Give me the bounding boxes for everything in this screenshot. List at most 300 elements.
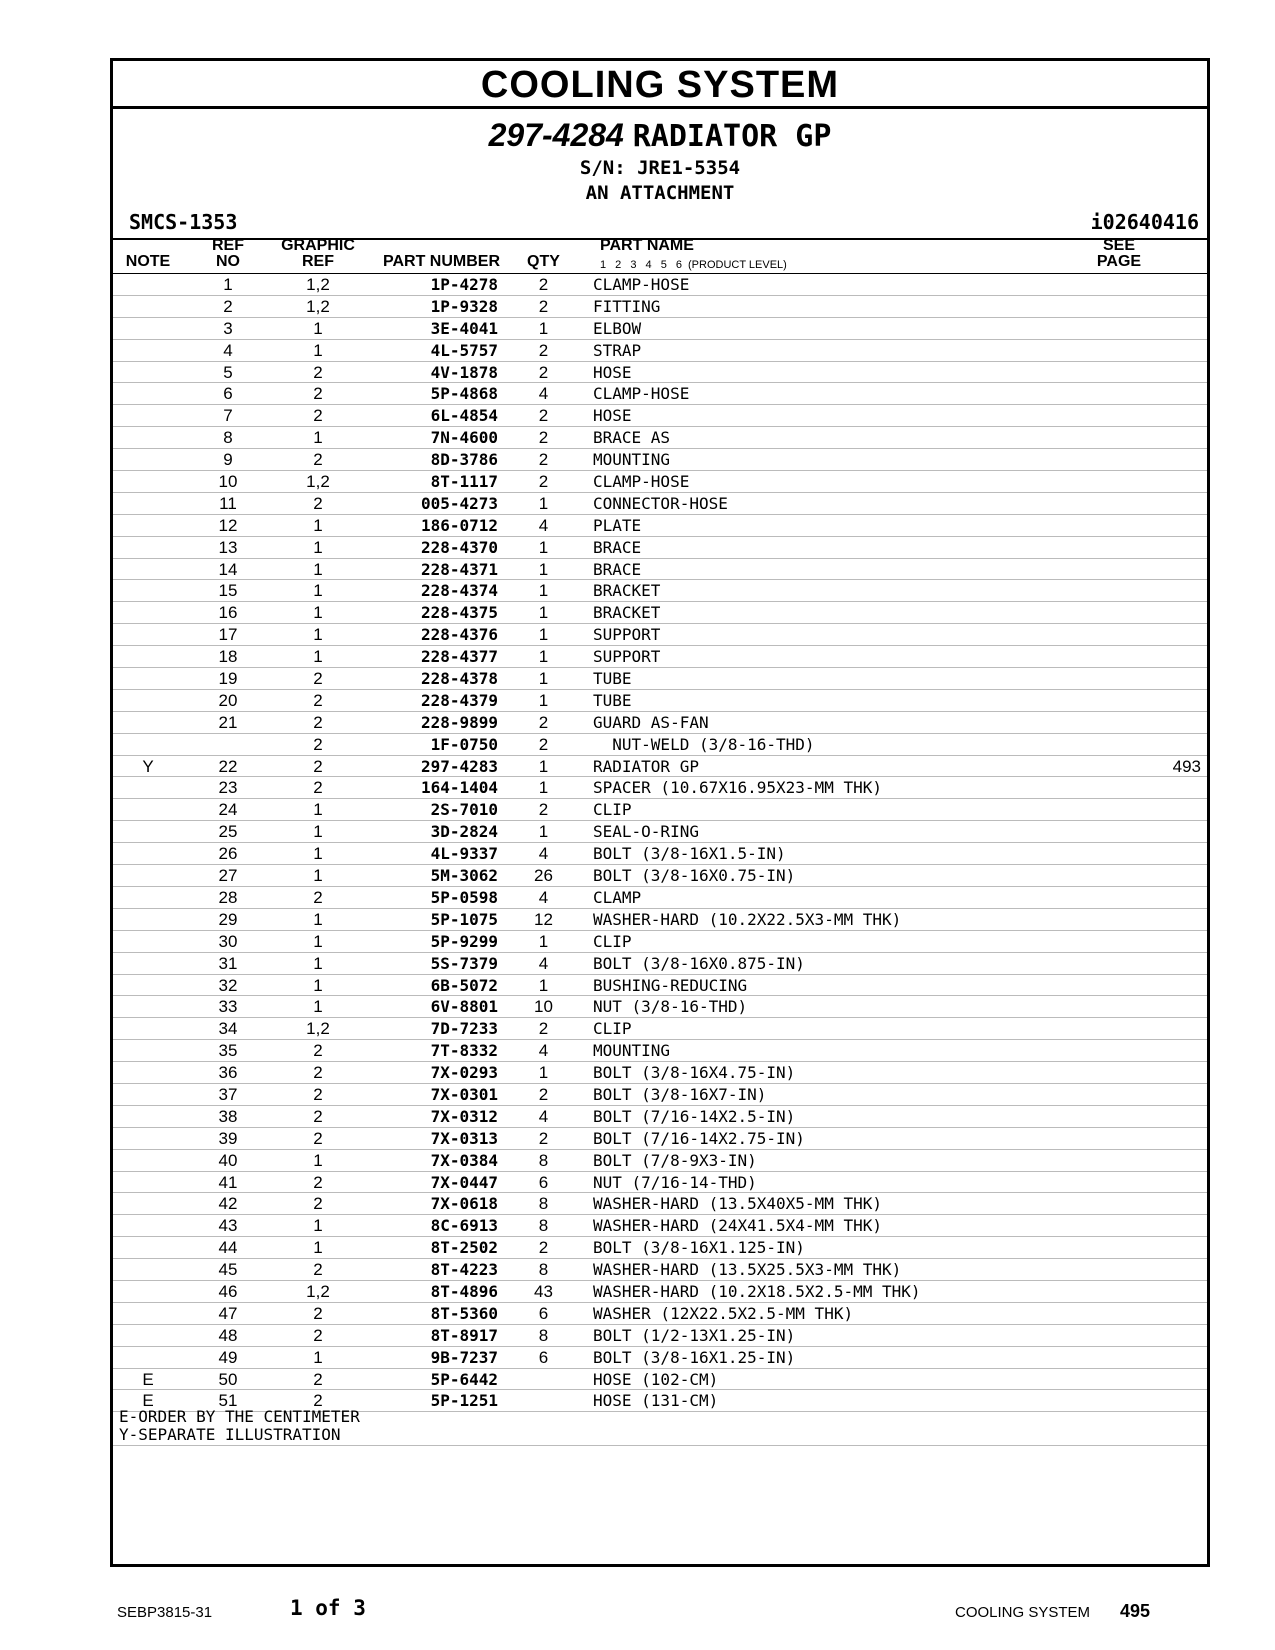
row-graphic-ref: 1	[313, 603, 323, 623]
row-graphic-ref: 2	[313, 1106, 323, 1126]
row-graphic-ref: 1	[313, 515, 323, 535]
table-row	[113, 1215, 1207, 1237]
row-qty: 1	[538, 559, 549, 579]
row-ref-no: 16	[218, 603, 238, 623]
row-part-number: 164-1404	[420, 778, 498, 798]
row-part-name: BRACKET	[593, 603, 661, 623]
row-part-name: SUPPORT	[593, 625, 661, 645]
group-title	[113, 116, 1207, 156]
row-graphic-ref: 1	[313, 1347, 323, 1367]
row-ref-no: 51	[218, 1391, 238, 1411]
row-note: Y	[142, 756, 154, 776]
row-part-name: BOLT (3/8-16X1.25-IN)	[593, 1347, 796, 1367]
row-part-number: 8C-6913	[430, 1216, 498, 1236]
row-part-name: MOUNTING	[593, 450, 671, 470]
col-header-see-bottom: PAGE	[1096, 253, 1142, 270]
row-graphic-ref: 2	[313, 1391, 323, 1411]
table-row	[113, 449, 1207, 471]
row-qty: 1	[538, 318, 549, 338]
document-id: i02640416	[1090, 210, 1199, 234]
row-ref-no: 44	[218, 1238, 238, 1258]
row-qty: 1	[538, 625, 549, 645]
row-qty: 2	[538, 296, 549, 316]
row-qty: 2	[538, 712, 549, 732]
serial-number: S/N: JRE1-5354	[579, 157, 741, 179]
row-graphic-ref: 1	[313, 559, 323, 579]
row-part-number: 7X-0618	[430, 1194, 498, 1214]
row-qty: 1	[538, 778, 549, 798]
row-qty: 1	[538, 822, 549, 842]
row-graphic-ref: 2	[313, 712, 323, 732]
row-part-number: 4V-1878	[430, 362, 498, 382]
row-see-page: 493	[1172, 756, 1201, 776]
row-ref-no: 34	[218, 1019, 238, 1039]
table-row	[113, 624, 1207, 646]
row-part-number: 228-4370	[420, 537, 498, 557]
row-part-number: 8T-2502	[430, 1238, 498, 1258]
table-row	[113, 1150, 1207, 1172]
row-part-number: 228-4378	[420, 669, 498, 689]
row-part-name: WASHER-HARD (10.2X18.5X2.5-MM THK)	[593, 1281, 921, 1301]
row-qty: 10	[534, 997, 553, 1017]
row-part-number: 5P-1075	[430, 909, 498, 929]
row-qty: 4	[538, 887, 549, 907]
row-part-name: BOLT (3/8-16X0.875-IN)	[593, 953, 805, 973]
row-ref-no: 18	[218, 647, 238, 667]
row-part-number: 8T-4223	[430, 1260, 498, 1280]
row-part-name: BOLT (7/16-14X2.5-IN)	[593, 1106, 796, 1126]
table-row	[113, 996, 1207, 1018]
row-graphic-ref: 2	[313, 690, 323, 710]
row-part-number: 3E-4041	[430, 318, 498, 338]
row-graphic-ref: 1	[313, 625, 323, 645]
row-ref-no: 28	[218, 887, 238, 907]
row-ref-no: 27	[218, 866, 238, 886]
table-row	[113, 274, 1207, 296]
row-ref-no: 47	[218, 1303, 238, 1323]
row-graphic-ref: 1	[313, 866, 323, 886]
row-ref-no: 38	[218, 1106, 238, 1126]
row-part-number: 228-4371	[420, 559, 498, 579]
table-row	[113, 362, 1207, 384]
section-title: COOLING SYSTEM	[113, 61, 1207, 109]
row-ref-no: 19	[218, 669, 238, 689]
row-graphic-ref: 2	[313, 1325, 323, 1345]
row-ref-no: 43	[218, 1216, 238, 1236]
product-level-label: (PRODUCT LEVEL)	[688, 259, 787, 271]
row-part-name: CLAMP-HOSE	[593, 275, 690, 294]
row-qty: 1	[538, 669, 549, 689]
row-part-name: SUPPORT	[593, 647, 661, 667]
table-row	[113, 1084, 1207, 1106]
product-levels	[600, 259, 787, 271]
row-part-number: 4L-9337	[430, 844, 498, 864]
row-ref-no: 36	[218, 1063, 238, 1083]
row-graphic-ref: 2	[313, 887, 323, 907]
row-part-name: BOLT (7/16-14X2.75-IN)	[593, 1128, 805, 1148]
row-part-name: CONNECTOR-HOSE	[593, 493, 728, 513]
table-row	[113, 318, 1207, 340]
row-part-number: 7D-7233	[430, 1019, 498, 1039]
row-ref-no: 46	[218, 1281, 238, 1301]
col-header-ref-top: REF	[212, 237, 244, 254]
row-part-name: CLAMP-HOSE	[593, 384, 690, 404]
row-qty: 1	[538, 537, 549, 557]
row-part-number: 5M-3062	[430, 866, 498, 886]
row-part-number: 7X-0447	[430, 1172, 498, 1192]
row-part-name: BUSHING-REDUCING	[593, 975, 748, 995]
row-part-name: CLIP	[593, 1019, 632, 1039]
row-part-name: WASHER (12X22.5X2.5-MM THK)	[593, 1303, 854, 1323]
row-part-number: 7X-0312	[430, 1106, 498, 1126]
row-qty: 2	[538, 428, 549, 448]
row-part-number: 8T-5360	[430, 1303, 498, 1323]
row-part-number: 228-4377	[420, 647, 498, 667]
col-header-part-name: PART NAME	[600, 237, 694, 254]
row-ref-no: 31	[218, 953, 238, 973]
row-graphic-ref: 1	[313, 581, 323, 601]
row-graphic-ref: 1	[313, 931, 323, 951]
col-header-graphic-ref	[273, 238, 363, 270]
row-ref-no: 22	[218, 756, 238, 776]
row-part-name: WASHER-HARD (10.2X22.5X3-MM THK)	[593, 909, 902, 929]
row-part-number: 8T-8917	[430, 1325, 498, 1345]
row-graphic-ref: 1	[313, 428, 323, 448]
row-part-number: 1F-0750	[430, 734, 498, 754]
table-row	[113, 383, 1207, 405]
row-graphic-ref: 1	[313, 800, 323, 820]
row-ref-no: 15	[218, 581, 238, 601]
row-graphic-ref: 2	[313, 1194, 323, 1214]
row-part-name: BRACE	[593, 537, 642, 557]
row-part-name: NUT (7/16-14-THD)	[593, 1172, 757, 1192]
table-row	[113, 1369, 1207, 1391]
row-ref-no: 24	[218, 800, 238, 820]
row-part-number: 8T-4896	[430, 1281, 498, 1301]
table-row	[113, 580, 1207, 602]
row-part-name: HOSE	[593, 406, 632, 426]
table-row	[113, 887, 1207, 909]
row-graphic-ref: 1	[313, 822, 323, 842]
row-part-name: CLAMP	[593, 887, 642, 907]
table-row	[113, 1303, 1207, 1325]
row-part-name: BRACE AS	[593, 428, 671, 448]
table-row	[113, 712, 1207, 734]
col-header-ref-bottom: NO	[216, 253, 240, 270]
row-part-number: 297-4283	[420, 756, 498, 776]
table-row	[113, 296, 1207, 318]
row-graphic-ref: 1	[313, 909, 323, 929]
row-graphic-ref: 1	[313, 953, 323, 973]
row-part-name: WASHER-HARD (13.5X40X5-MM THK)	[593, 1194, 882, 1214]
row-part-number: 228-4376	[420, 625, 498, 645]
row-part-name: BOLT (3/8-16X0.75-IN)	[593, 866, 796, 886]
row-ref-no: 48	[218, 1325, 238, 1345]
row-ref-no: 11	[219, 493, 237, 513]
row-ref-no: 39	[218, 1128, 238, 1148]
table-row	[113, 646, 1207, 668]
table-row	[113, 931, 1207, 953]
row-qty: 1	[538, 756, 549, 776]
table-row	[113, 1106, 1207, 1128]
table-row	[113, 405, 1207, 427]
row-qty: 2	[538, 800, 549, 820]
row-graphic-ref: 2	[313, 734, 323, 754]
row-ref-no: 12	[218, 515, 238, 535]
row-qty: 2	[538, 1128, 549, 1148]
row-qty: 1	[538, 647, 549, 667]
row-part-number: 8D-3786	[430, 450, 498, 470]
table-row	[113, 1040, 1207, 1062]
table-row	[113, 1237, 1207, 1259]
product-level-numbers: 1 2 3 4 5 6	[600, 259, 682, 271]
row-graphic-ref: 1,2	[306, 275, 330, 294]
row-ref-no: 10	[218, 472, 238, 492]
row-graphic-ref: 2	[313, 669, 323, 689]
row-graphic-ref: 2	[313, 778, 323, 798]
row-graphic-ref: 2	[313, 493, 323, 513]
row-ref-no: 8	[223, 428, 233, 448]
row-graphic-ref: 1	[313, 647, 323, 667]
row-qty: 6	[538, 1303, 549, 1323]
row-part-name: SEAL-O-RING	[593, 822, 699, 842]
row-ref-no: 5	[223, 362, 233, 382]
footer-page-of: 1 of 3	[290, 1596, 366, 1620]
row-ref-no: 26	[218, 844, 238, 864]
row-ref-no: 21	[218, 712, 238, 732]
row-qty: 1	[538, 493, 549, 513]
table-row	[113, 1281, 1207, 1303]
row-qty: 4	[538, 953, 549, 973]
notes	[119, 1408, 360, 1444]
row-part-number: 5P-9299	[430, 931, 498, 951]
row-qty: 4	[538, 384, 549, 404]
row-part-number: 186-0712	[420, 515, 498, 535]
row-graphic-ref: 2	[313, 1041, 323, 1061]
row-ref-no: 30	[218, 931, 238, 951]
row-part-number: 5S-7379	[430, 953, 498, 973]
row-graphic-ref: 1	[313, 975, 323, 995]
row-ref-no: 49	[218, 1347, 238, 1367]
row-graphic-ref: 1	[313, 537, 323, 557]
row-ref-no: 29	[218, 909, 238, 929]
row-part-name: ELBOW	[593, 318, 642, 338]
row-ref-no: 40	[218, 1150, 238, 1170]
table-row	[113, 1172, 1207, 1194]
row-part-name: CLIP	[593, 800, 632, 820]
row-qty: 2	[538, 340, 549, 360]
col-header-qty: QTY	[527, 253, 560, 270]
row-part-number: 2S-7010	[430, 800, 498, 820]
row-qty: 8	[538, 1260, 549, 1280]
row-part-number: 9B-7237	[430, 1347, 498, 1367]
row-qty: 2	[538, 1019, 549, 1039]
table-row	[113, 843, 1207, 865]
row-part-name: BOLT (3/8-16X1.125-IN)	[593, 1238, 805, 1258]
row-part-name: HOSE (131-CM)	[593, 1391, 719, 1411]
row-part-name: BOLT (1/2-13X1.25-IN)	[593, 1325, 796, 1345]
row-part-number: 7X-0301	[430, 1084, 498, 1104]
table-row	[113, 865, 1207, 887]
row-part-number: 228-9899	[420, 712, 498, 732]
group-name: RADIATOR GP	[632, 119, 832, 154]
table-row	[113, 1128, 1207, 1150]
row-note: E	[142, 1369, 154, 1389]
row-part-number: 7X-0293	[430, 1063, 498, 1083]
group-subtitle: AN ATTACHMENT	[585, 182, 735, 204]
row-ref-no: 37	[218, 1084, 238, 1104]
row-qty: 4	[538, 1106, 549, 1126]
row-graphic-ref: 2	[313, 384, 323, 404]
row-part-name: BOLT (3/8-16X4.75-IN)	[593, 1063, 796, 1083]
row-part-name: BOLT (3/8-16X7-IN)	[593, 1084, 767, 1104]
row-part-number: 228-4374	[420, 581, 498, 601]
row-graphic-ref: 1	[313, 340, 323, 360]
table-row	[113, 690, 1207, 712]
row-part-number: 7X-0313	[430, 1128, 498, 1148]
col-header-see-page	[1089, 238, 1149, 270]
parts-table	[113, 274, 1207, 1412]
row-part-name: SPACER (10.67X16.95X23-MM THK)	[593, 778, 882, 798]
row-part-number: 228-4375	[420, 603, 498, 623]
row-part-name: NUT-WELD (3/8-16-THD)	[593, 734, 815, 754]
row-qty: 2	[538, 734, 549, 754]
row-qty: 1	[538, 690, 549, 710]
row-qty: 2	[538, 1084, 549, 1104]
table-row	[113, 515, 1207, 537]
row-qty: 4	[538, 515, 549, 535]
row-part-name: CLAMP-HOSE	[593, 472, 690, 492]
table-row	[113, 953, 1207, 975]
row-qty: 1	[538, 975, 549, 995]
table-row	[113, 537, 1207, 559]
table-row	[113, 909, 1207, 931]
row-graphic-ref: 1	[313, 318, 323, 338]
row-qty: 1	[538, 603, 549, 623]
row-part-number: 228-4379	[420, 690, 498, 710]
row-graphic-ref: 2	[313, 362, 323, 382]
row-ref-no: 2	[223, 296, 233, 316]
row-part-number: 7T-8332	[430, 1041, 498, 1061]
row-ref-no: 41	[218, 1172, 238, 1192]
row-ref-no: 4	[223, 340, 233, 360]
row-ref-no: 17	[218, 625, 238, 645]
row-qty: 4	[538, 1041, 549, 1061]
row-part-name: HOSE (102-CM)	[593, 1369, 719, 1389]
row-qty: 6	[538, 1172, 549, 1192]
row-ref-no: 9	[223, 450, 233, 470]
row-part-number: 7N-4600	[430, 428, 498, 448]
row-part-name: RADIATOR GP	[593, 756, 699, 776]
row-ref-no: 7	[223, 406, 233, 426]
row-part-number: 5P-6442	[430, 1369, 498, 1389]
col-header-part-number: PART NUMBER	[382, 253, 500, 270]
row-ref-no: 35	[218, 1041, 238, 1061]
row-ref-no: 6	[223, 384, 233, 404]
row-qty: 1	[538, 931, 549, 951]
row-part-number: 5P-4868	[430, 384, 498, 404]
row-graphic-ref: 2	[313, 1260, 323, 1280]
row-graphic-ref: 1	[313, 997, 323, 1017]
table-row	[113, 1325, 1207, 1347]
row-qty: 2	[538, 450, 549, 470]
page-frame	[110, 58, 1210, 1567]
table-row	[113, 340, 1207, 362]
row-part-name: MOUNTING	[593, 1041, 671, 1061]
smcs-code: SMCS-1353	[129, 210, 238, 234]
row-part-number: 5P-0598	[430, 887, 498, 907]
row-graphic-ref: 2	[313, 1369, 323, 1389]
table-row	[113, 493, 1207, 515]
row-graphic-ref: 2	[313, 1172, 323, 1192]
row-ref-no: 20	[218, 690, 238, 710]
row-qty: 8	[538, 1150, 549, 1170]
row-qty: 1	[538, 581, 549, 601]
row-qty: 2	[538, 362, 549, 382]
table-row	[113, 777, 1207, 799]
row-part-number: 1P-4278	[430, 275, 498, 294]
row-graphic-ref: 1,2	[306, 296, 330, 316]
row-qty: 2	[538, 1238, 549, 1258]
row-graphic-ref: 2	[313, 756, 323, 776]
row-graphic-ref: 1,2	[306, 1281, 330, 1301]
table-row	[113, 1193, 1207, 1215]
table-row	[113, 668, 1207, 690]
row-qty: 1	[538, 1063, 549, 1083]
footer-doc-number: SEBP3815-31	[117, 1604, 213, 1621]
row-part-number: 005-4273	[420, 493, 498, 513]
row-part-name: BOLT (7/8-9X3-IN)	[593, 1150, 757, 1170]
table-row	[113, 975, 1207, 997]
row-part-number: 3D-2824	[430, 822, 498, 842]
row-part-number: 4L-5757	[430, 340, 498, 360]
row-qty: 2	[538, 472, 549, 492]
row-ref-no: 14	[218, 559, 238, 579]
row-qty: 8	[538, 1216, 549, 1236]
table-row	[113, 427, 1207, 449]
row-ref-no: 32	[218, 975, 238, 995]
row-qty: 2	[538, 406, 549, 426]
row-part-name: GUARD AS-FAN	[593, 712, 709, 732]
row-qty: 4	[538, 844, 549, 864]
table-row	[113, 799, 1207, 821]
table-row	[113, 1018, 1207, 1040]
note-y: Y-SEPARATE ILLUSTRATION	[119, 1425, 341, 1444]
row-ref-no: 45	[218, 1260, 238, 1280]
table-row	[113, 1062, 1207, 1084]
row-part-number: 8T-1117	[430, 472, 498, 492]
col-header-see-top: SEE	[1102, 237, 1135, 254]
row-qty: 2	[538, 275, 549, 294]
group-part-number: 297-4284	[488, 117, 624, 153]
row-graphic-ref: 1	[313, 844, 323, 864]
row-note: E	[142, 1391, 154, 1411]
table-row	[113, 734, 1207, 756]
row-graphic-ref: 2	[313, 450, 323, 470]
row-qty: 26	[534, 866, 553, 886]
table-row	[113, 1347, 1207, 1369]
row-graphic-ref: 1,2	[306, 1019, 330, 1039]
table-row	[113, 756, 1207, 778]
row-part-number: 6V-8801	[430, 997, 498, 1017]
row-qty: 43	[534, 1281, 553, 1301]
row-part-name: TUBE	[593, 690, 632, 710]
row-graphic-ref: 2	[313, 1128, 323, 1148]
footer-section: COOLING SYSTEM	[955, 1604, 1091, 1621]
row-qty: 12	[534, 909, 553, 929]
col-header-gref-bottom: REF	[302, 253, 334, 270]
row-ref-no: 25	[218, 822, 238, 842]
